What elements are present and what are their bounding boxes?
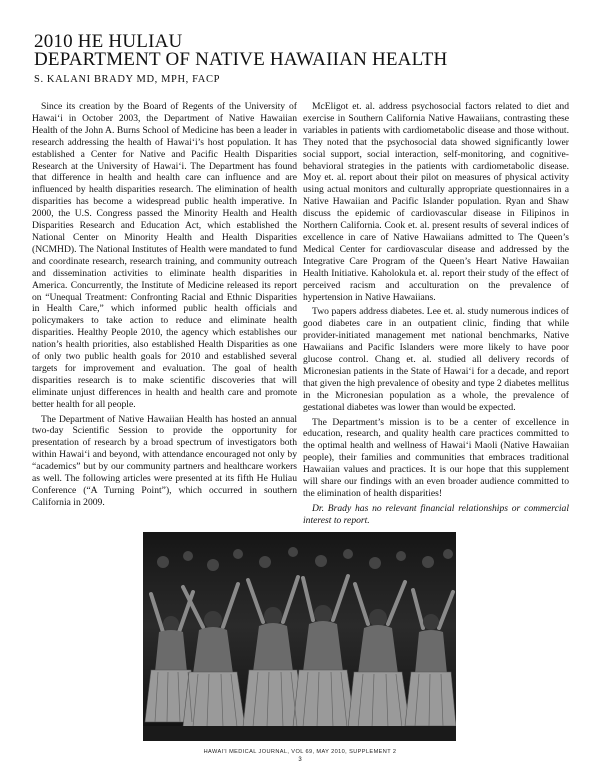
body-paragraph: Two papers address diabetes. Lee et. al. study numerous indices of good diabetes care in an outpatient clinic, finding that while provider-initiated management met national benchmarks, Native Hawaiians and Pacific Islanders were more likely to have poor glucose control. Chang et. al. studied all delivery records of Micronesian patients in the State of Hawai‘i for a decade, and report that given the high prevalence of obesity and type 2 diabetes mellitus in the Micronesian population as a whole, the prevalence of gestational diabetes was lower than would be expected. <box>303 306 569 413</box>
left-column <box>32 101 297 509</box>
journal-footer: HAWAI‘I MEDICAL JOURNAL, VOL 69, MAY 2010, SUPPLEMENT 2 <box>203 749 397 755</box>
body-paragraph: McEligot et. al. address psychosocial factors related to diet and exercise in Southern California Native Hawaiians, contrasting these variables in patients with cardiometabolic disease and those without. They noted that the psychosocial data showed significantly lower social support, social interaction, self-monitoring, and cognitive-behavioral strategies in the patients with cardiometabolic disease. Moy et. al. report about their pilot on measures of physical activity using actual monitors and culturally appropriate questionnaires in a Native Hawaiian and Pacific Islander population. Ryan and Shaw discuss the epidemic of cardiovascular disease in Filipinos in Northern California. Cook et. al. present results of several indices of excellence in care of Native Hawaiians admitted to The Queen’s Medical Center for cardiovascular disease and addressed by the Integrative Care Program of the Queen’s Heart Native Hawaiian Health Initiative. Kaholokula et. al. report their study of the effect of perceived racism and acculturation on the prevalence of hypertension in Native Hawaiians. <box>303 101 569 303</box>
right-column <box>303 101 569 527</box>
title-line-1: 2010 HE HULIAU <box>34 31 183 52</box>
body-paragraph: The Department of Native Hawaiian Health has hosted an annual two-day Scientific Session to provide the opportunity for presentation of research by a broad spectrum of investigators both within Hawai‘i and beyond, with attendance encouraged not only by “academics” but by our community partners and healthcare workers as well. The following articles were presented at its fifth He Huliau Conference (“A Turning Point”), which occurred in southern California in 2009. <box>32 413 297 508</box>
author-byline: S. KALANI BRADY MD, MPH, FACP <box>34 74 221 85</box>
body-paragraph: Since its creation by the Board of Regents of the University of Hawai‘i in October 2003, the Department of Native Hawaiian Health of the John A. Burns School of Medicine has been a leader in research addressing the health of Hawai‘i’s host population. It has established a Center for Native and Pacific Health Disparities Research at the University of Hawai‘i. The Department has found that difference in health and health care can influence and are influenced by health disparities research. The elimination of health disparities has become a widespread public health imperative. In 2000, the U.S. Congress passed the Minority Health and Health Disparities Research and Education Act, which established the National Center on Minority Health and Health Disparities (NCMHD). The National Institutes of Health were mandated to fund and coordinate research, research training, and community outreach and dissemination activities to eliminate health disparities in America. Concurrently, the Institute of Medicine released its report on “Unequal Treatment: Confronting Racial and Ethnic Disparities in Health Care,” which informed public health officials and policymakers to take action to reduce and eliminate health disparities. Healthy People 2010, the agency which establishes our nation’s health priorities, also established Health Disparities as one of only two public health goals for 2010 and established several targets for improvement and evaluation. The goal of health disparities research is to make scientific discoveries that will eliminate unjust differences in health and health care and promote better health for all people. <box>32 101 297 410</box>
article-title <box>34 33 574 69</box>
disclosure-note: Dr. Brady has no relevant financial relationships or commercial interest to report. <box>303 502 569 526</box>
body-paragraph: The Department’s mission is to be a center of excellence in education, research, and quality health care practices committed to the optimal health and wellness of Hawai‘i Maoli (Native Hawaiian people), their families and communities that embraces traditional Hawaiian values and practices. It is our hope that this supplement will share our findings with an even broader audience committed to the elimination of health disparities! <box>303 416 569 499</box>
page-number: 3 <box>298 757 302 763</box>
hula-dancers-image <box>143 532 456 741</box>
title-line-2: DEPARTMENT OF NATIVE HAWAIIAN HEALTH <box>34 49 448 70</box>
dancers-photo <box>143 532 456 741</box>
